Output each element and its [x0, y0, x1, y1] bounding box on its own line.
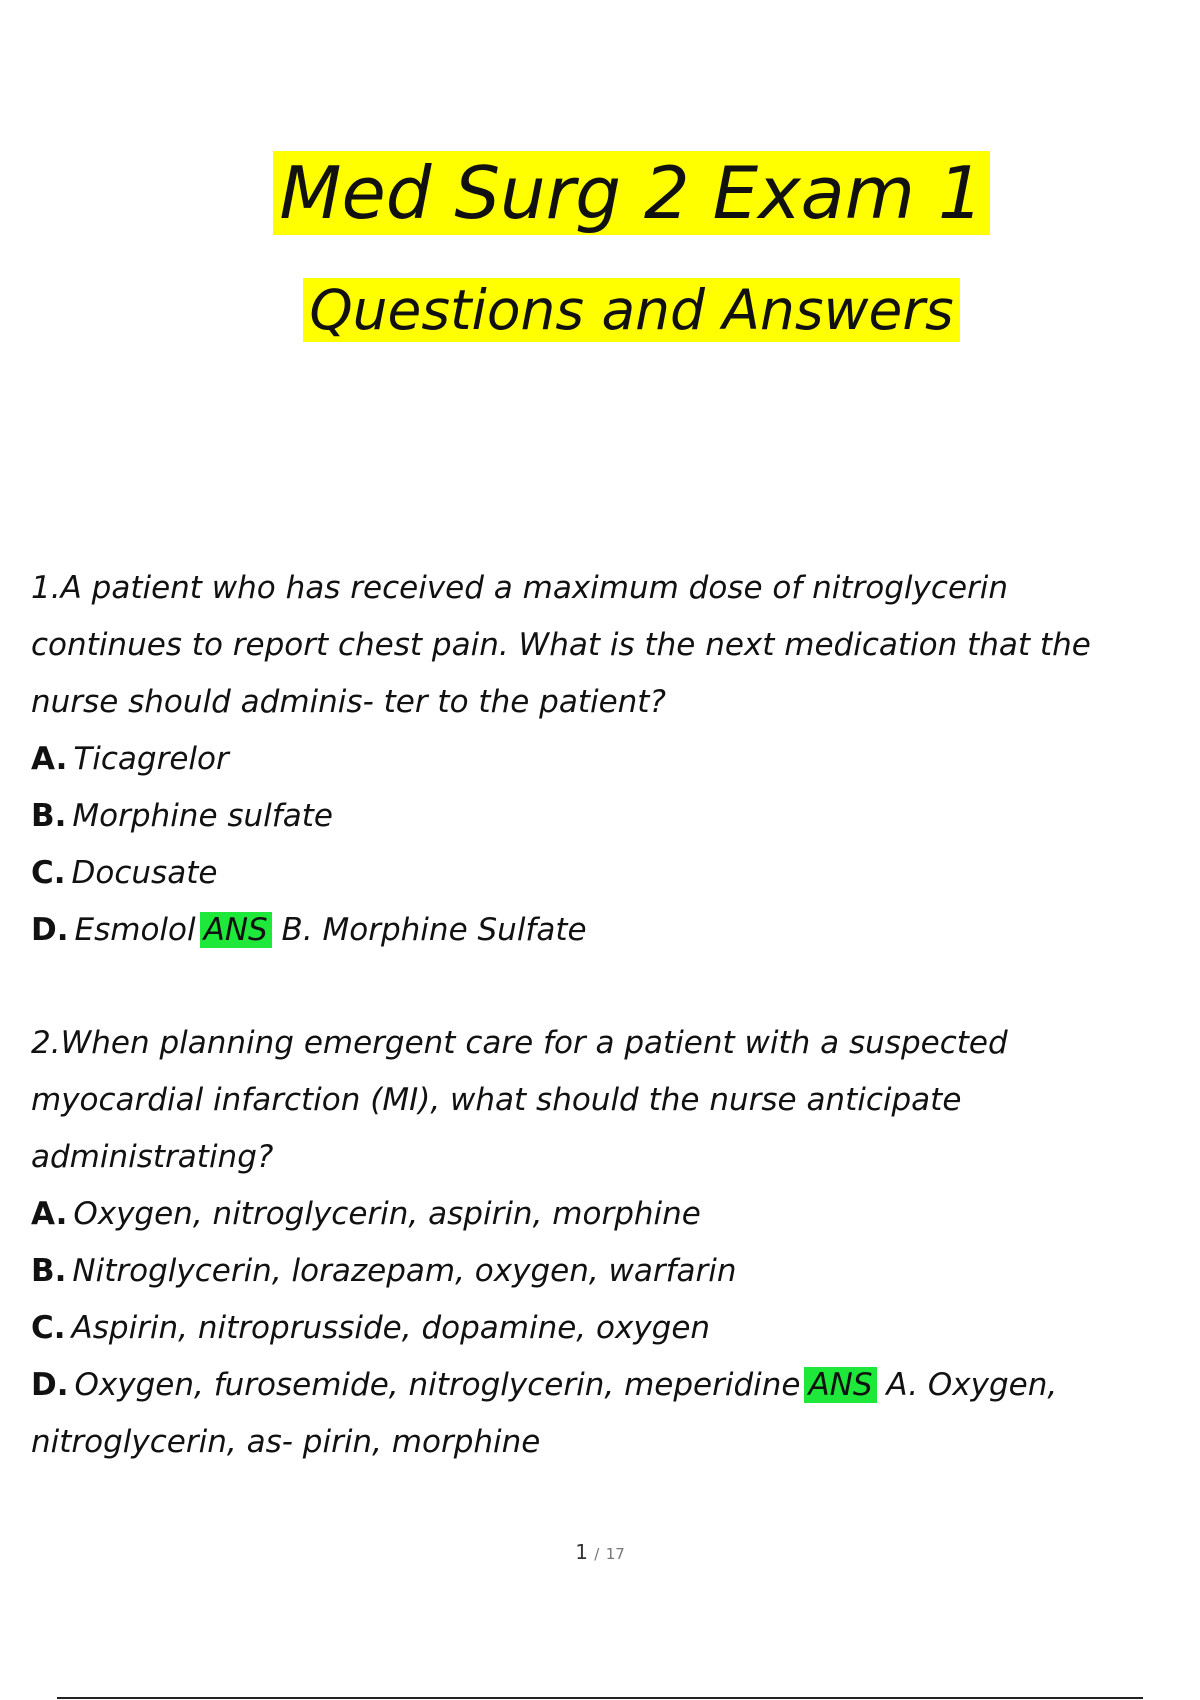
option-letter: A.: [31, 1196, 68, 1232]
answer-text: B. Morphine Sulfate: [281, 912, 587, 948]
option-text: Docusate: [71, 855, 218, 891]
option-text: Morphine sulfate: [72, 798, 333, 834]
option-b: [31, 1243, 1161, 1300]
answer-text: A. Oxygen, nitroglycerin, as- pirin, morphine: [31, 1367, 1058, 1460]
option-a: [31, 1186, 1161, 1243]
question-number: 2.: [31, 1025, 61, 1061]
document-title: [0, 150, 1200, 236]
question-stem: A patient who has received a maximum dose of nitroglycerin continues to report chest pain. What is the next medication that the nurse should adminis- ter to the patient?: [31, 570, 1091, 720]
document-subtitle: [0, 276, 1200, 344]
option-b: [31, 788, 1161, 845]
option-letter: C.: [31, 1310, 66, 1346]
page-indicator: [0, 1540, 1200, 1564]
document-title-text: Med Surg 2 Exam 1: [273, 151, 989, 235]
page-current: 1: [575, 1540, 588, 1564]
option-text: Aspirin, nitroprusside, dopamine, oxygen: [71, 1310, 711, 1346]
option-d: [31, 1357, 1161, 1471]
option-d: [31, 902, 1161, 959]
option-letter: D.: [31, 1367, 69, 1403]
option-letter: A.: [31, 741, 68, 777]
option-text: Nitroglycerin, lorazepam, oxygen, warfarin: [72, 1253, 737, 1289]
question-1: [31, 560, 1161, 959]
question-1-text: [31, 560, 1161, 731]
answer-badge: ANS: [200, 912, 272, 948]
question-number: 1.: [31, 570, 61, 606]
option-c: [31, 845, 1161, 902]
option-letter: B.: [31, 1253, 67, 1289]
question-list: [31, 560, 1161, 1527]
option-letter: C.: [31, 855, 66, 891]
option-letter: D.: [31, 912, 69, 948]
question-stem: When planning emergent care for a patient with a suspected myocardial infarction (MI), what should the nurse anticipate administrating?: [31, 1025, 1008, 1175]
bottom-divider: [57, 1697, 1143, 1699]
page-separator: /: [594, 1545, 600, 1563]
option-text: Oxygen, nitroglycerin, aspirin, morphine: [73, 1196, 701, 1232]
question-2-text: [31, 1015, 1161, 1186]
option-text: Ticagrelor: [73, 741, 229, 777]
option-c: [31, 1300, 1161, 1357]
option-text: Oxygen, furosemide, nitroglycerin, meperidine: [74, 1367, 801, 1403]
document-subtitle-text: Questions and Answers: [303, 278, 959, 342]
option-a: [31, 731, 1161, 788]
option-letter: B.: [31, 798, 67, 834]
page-total: 17: [605, 1545, 625, 1563]
answer-badge: ANS: [804, 1367, 876, 1403]
question-2: [31, 1015, 1161, 1471]
option-text: Esmolol: [74, 912, 196, 948]
